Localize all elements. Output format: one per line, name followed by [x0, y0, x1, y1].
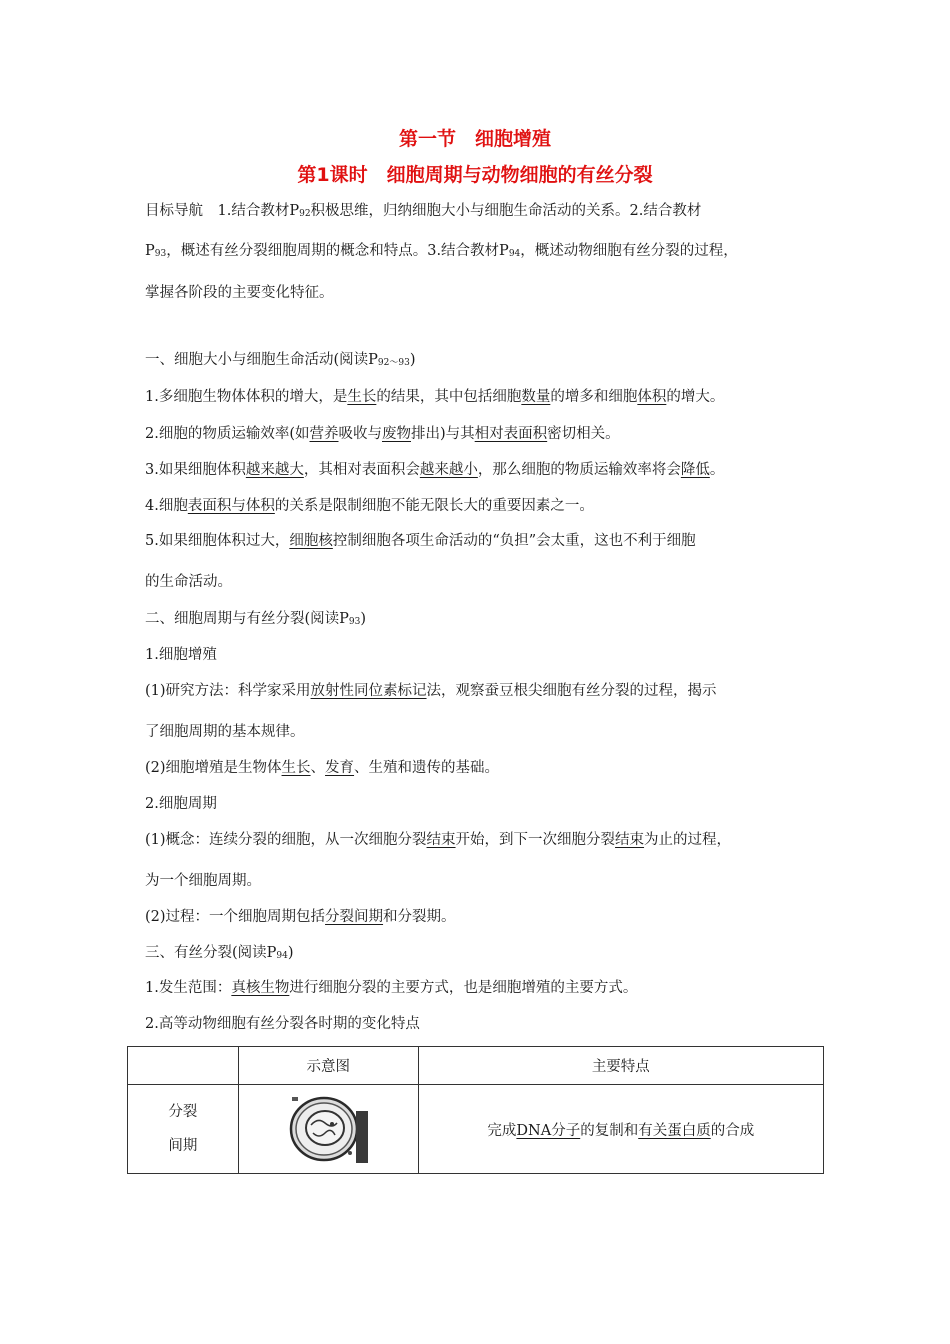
item-2-2: 2.细胞周期 [145, 796, 217, 812]
item-2-2-1: (1)概念：连续分裂的细胞，从一次细胞分裂结束开始，到下一次细胞分裂结束为止的过程， [145, 832, 732, 848]
item-2-1-2: (2)细胞增殖是生物体生长、发育、生殖和遗传的基础。 [145, 760, 500, 776]
header-features: 主要特点 [418, 1047, 823, 1085]
header-diagram: 示意图 [238, 1047, 418, 1085]
section-1-heading: 一、细胞大小与细胞生命活动(阅读$P_{92\sim 93}$) [145, 352, 416, 368]
section-2-heading: 二、细胞周期与有丝分裂(阅读$P_{93}$) [145, 611, 367, 627]
item-1-3: 3.如果细胞体积越来越大，其相对表面积会越来越小，那么细胞的物质运输效率将会降低。 [145, 462, 725, 478]
interphase-cell-image [288, 1091, 368, 1163]
item-2-1-1-cont: 了细胞周期的基本规律。 [145, 724, 305, 740]
header-stage [128, 1047, 239, 1085]
item-3-1: 1.发生范围：真核生物进行细胞分裂的主要方式，也是细胞增殖的主要方式。 [145, 980, 638, 996]
section-title: 第一节 细胞增殖 [398, 128, 551, 150]
table-header-row [128, 1047, 824, 1085]
lesson-title: 第1课时 细胞周期与动物细胞的有丝分裂 [297, 164, 653, 186]
features-cell: 完成DNA分子的复制和有关蛋白质的合成 [418, 1085, 823, 1174]
diagram-cell [238, 1085, 418, 1174]
item-3-2: 2.高等动物细胞有丝分裂各时期的变化特点 [145, 1016, 420, 1032]
item-2-1: 1.细胞增殖 [145, 647, 217, 663]
item-1-2: 2.细胞的物质运输效率(如营养吸收与废物排出)与其相对表面积密切相关。 [145, 426, 620, 442]
item-1-5-cont: 的生命活动。 [145, 574, 232, 590]
stage-cell: 分裂 间期 [128, 1085, 239, 1174]
section-3-heading: 三、有丝分裂(阅读$P_{94}$) [145, 945, 294, 961]
item-1-4: 4.细胞表面积与体积的关系是限制细胞不能无限长大的重要因素之一。 [145, 498, 594, 514]
table-row [128, 1085, 824, 1174]
item-2-2-1-cont: 为一个细胞周期。 [145, 873, 261, 889]
goal-line-1: 目标导航 1.结合教材$P_{92}$积极思维，归纳细胞大小与细胞生命活动的关系。2.结合教材 [145, 203, 702, 219]
mitosis-table [127, 1046, 824, 1174]
goal-line-3: 掌握各阶段的主要变化特征。 [145, 285, 334, 301]
item-1-5: 5.如果细胞体积过大，细胞核控制细胞各项生命活动的“负担”会太重，这也不利于细胞 [145, 533, 696, 549]
goal-line-2: $P_{93}$，概述有丝分裂细胞周期的概念和特点。3.结合教材$P_{94}$，概述动物细胞有丝分裂的过程， [145, 243, 738, 259]
item-1-1: 1.多细胞生物体体积的增大，是生长的结果，其中包括细胞数量的增多和细胞体积的增大。 [145, 389, 725, 405]
item-2-1-1: (1)研究方法：科学家采用放射性同位素标记法，观察蚕豆根尖细胞有丝分裂的过程，揭示 [145, 683, 717, 699]
item-2-2-2: (2)过程：一个细胞周期包括分裂间期和分裂期。 [145, 909, 456, 925]
